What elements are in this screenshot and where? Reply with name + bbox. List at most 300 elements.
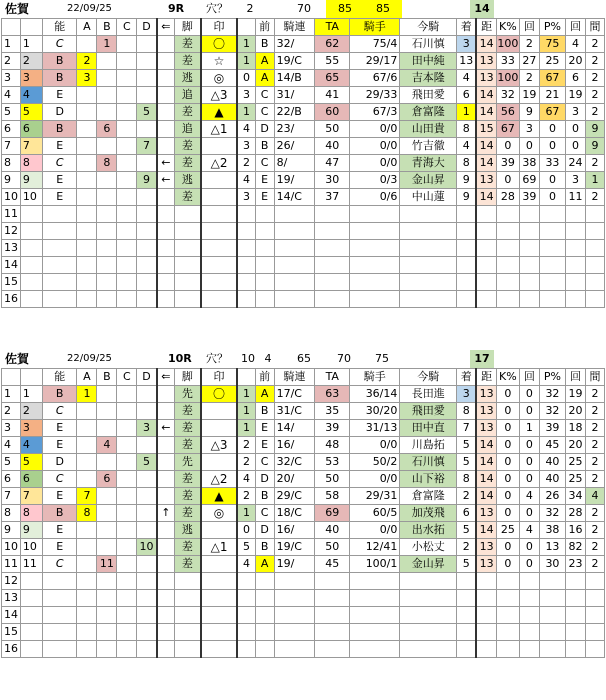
cell-arrow: ↑ xyxy=(157,505,175,522)
cell-mae: C xyxy=(255,454,274,471)
table-row[interactable] xyxy=(2,240,605,257)
ana-label: 穴？ xyxy=(206,2,228,15)
cell-kishu xyxy=(350,641,400,658)
cell-k-pct xyxy=(496,257,519,274)
cell-waku xyxy=(20,590,42,607)
table-row[interactable] xyxy=(2,274,605,291)
cell-kai2: 23 xyxy=(566,556,586,573)
cell-idx: 1 xyxy=(237,386,255,403)
cell-imaki xyxy=(400,291,457,308)
cell-kai2: 6 xyxy=(566,70,586,87)
cell-imaki xyxy=(400,641,457,658)
table-row[interactable] xyxy=(2,223,605,240)
cell-nou: C xyxy=(42,36,77,53)
cell-chaku: 3 xyxy=(457,386,477,403)
cell-col-c xyxy=(117,104,137,121)
cell-col-c xyxy=(117,36,137,53)
cell-arrow: ← xyxy=(157,155,175,172)
cell-arrow xyxy=(157,138,175,155)
table-row[interactable] xyxy=(2,189,605,206)
cell-kyori xyxy=(476,607,496,624)
table-row[interactable] xyxy=(2,36,605,53)
cell-kai: 0 xyxy=(519,437,539,454)
table-row[interactable] xyxy=(2,138,605,155)
cell-k-pct: 0 xyxy=(496,138,519,155)
cell-nou: C xyxy=(42,556,77,573)
cell-col-a xyxy=(77,189,97,206)
col-header-col-a: A xyxy=(77,19,97,36)
table-row[interactable] xyxy=(2,257,605,274)
table-row[interactable] xyxy=(2,87,605,104)
cell-col-b xyxy=(97,488,117,505)
col-header-idx xyxy=(237,369,255,386)
cell-kai2 xyxy=(566,257,586,274)
cell-col-d xyxy=(137,488,157,505)
table-row[interactable] xyxy=(2,172,605,189)
cell-col-b xyxy=(97,522,117,539)
cell-chaku: 5 xyxy=(457,437,477,454)
cell-chaku xyxy=(457,291,477,308)
cell-p-pct: 25 xyxy=(539,53,565,70)
cell-col-a xyxy=(77,172,97,189)
cell-col-d xyxy=(137,206,157,223)
col-header-kyaku: 脚 xyxy=(174,19,200,36)
cell-ta xyxy=(315,206,350,223)
table-row[interactable] xyxy=(2,437,605,454)
cell-arrow xyxy=(157,36,175,53)
cell-kai: 0 xyxy=(519,403,539,420)
cell-kan: 2 xyxy=(585,36,604,53)
cell-col-b xyxy=(97,138,117,155)
cell-col-c xyxy=(117,70,137,87)
table-row[interactable] xyxy=(2,522,605,539)
cell-kai: 39 xyxy=(519,189,539,206)
table-row[interactable] xyxy=(2,454,605,471)
cell-p-pct: 0 xyxy=(539,189,565,206)
cell-kiren xyxy=(274,274,315,291)
cell-nou: D xyxy=(42,454,77,471)
cell-waku: 2 xyxy=(20,53,42,70)
cell-k-pct: 32 xyxy=(496,87,519,104)
cell-kyaku: 逃 xyxy=(174,172,200,189)
cell-col-a xyxy=(77,420,97,437)
cell-nou: B xyxy=(42,505,77,522)
cell-kiren: 18/C xyxy=(274,505,315,522)
cell-col-d xyxy=(137,121,157,138)
cell-shirushi: ◎ xyxy=(201,70,238,87)
col-header-chaku: 着 xyxy=(457,19,477,36)
cell-umaban: 2 xyxy=(2,53,21,70)
cell-kyori xyxy=(476,624,496,641)
cell-kyaku xyxy=(174,274,200,291)
table-row[interactable] xyxy=(2,70,605,87)
table-row[interactable] xyxy=(2,206,605,223)
cell-umaban: 1 xyxy=(2,36,21,53)
cell-chaku: 3 xyxy=(457,36,477,53)
cell-kyori: 14 xyxy=(476,138,496,155)
cell-umaban: 15 xyxy=(2,274,21,291)
cell-kyaku: 差 xyxy=(174,488,200,505)
cell-arrow xyxy=(157,240,175,257)
cell-nou: B xyxy=(42,121,77,138)
cell-nou: E xyxy=(42,488,77,505)
cell-kai xyxy=(519,274,539,291)
cell-nou: E xyxy=(42,87,77,104)
cell-kishu xyxy=(350,206,400,223)
cell-shirushi xyxy=(201,641,238,658)
cell-kyori: 13 xyxy=(476,539,496,556)
table-row[interactable] xyxy=(2,121,605,138)
cell-kan: 2 xyxy=(585,539,604,556)
cell-nou: E xyxy=(42,189,77,206)
cell-kiren xyxy=(274,257,315,274)
cell-kishu: 29/17 xyxy=(350,53,400,70)
cell-p-pct xyxy=(539,624,565,641)
cell-kyaku: 差 xyxy=(174,104,200,121)
cell-col-a: 7 xyxy=(77,488,97,505)
cell-kan: 2 xyxy=(585,522,604,539)
cell-idx: 3 xyxy=(237,87,255,104)
table-row[interactable] xyxy=(2,104,605,121)
table-row[interactable] xyxy=(2,155,605,172)
cell-shirushi: 〇 xyxy=(201,386,238,403)
table-row[interactable] xyxy=(2,291,605,308)
cell-col-b xyxy=(97,403,117,420)
cell-kiren xyxy=(274,240,315,257)
col-header-shirushi: 印 xyxy=(201,19,238,36)
cell-shirushi: △2 xyxy=(201,155,238,172)
col-header-col-c: C xyxy=(117,369,137,386)
cell-kai2: 11 xyxy=(566,189,586,206)
cell-p-pct: 45 xyxy=(539,437,565,454)
cell-p-pct xyxy=(539,590,565,607)
cell-col-c xyxy=(117,488,137,505)
col-header-col-d: D xyxy=(137,369,157,386)
cell-mae: D xyxy=(255,471,274,488)
cell-kai xyxy=(519,641,539,658)
cell-waku: 4 xyxy=(20,87,42,104)
cell-kishu xyxy=(350,257,400,274)
cell-kyori: 14 xyxy=(476,437,496,454)
table-row[interactable] xyxy=(2,556,605,573)
cell-kai: 0 xyxy=(519,556,539,573)
cell-ta: 60 xyxy=(315,104,350,121)
cell-kai2 xyxy=(566,206,586,223)
cell-nou: B xyxy=(42,386,77,403)
col-header-arrow: ⇐ xyxy=(157,369,175,386)
cell-mae xyxy=(255,223,274,240)
cell-ta: 50 xyxy=(315,471,350,488)
cell-p-pct: 0 xyxy=(539,172,565,189)
cell-arrow xyxy=(157,291,175,308)
cell-kyori xyxy=(476,223,496,240)
table-row[interactable] xyxy=(2,53,605,70)
cell-kishu: 0/0 xyxy=(350,471,400,488)
cell-chaku: 8 xyxy=(457,403,477,420)
cell-kan: 9 xyxy=(585,138,604,155)
cell-mae: A xyxy=(255,386,274,403)
entries-table xyxy=(1,18,605,308)
cell-mae xyxy=(255,274,274,291)
cell-col-b xyxy=(97,257,117,274)
cell-mae: C xyxy=(255,104,274,121)
col-header-kai: 回 xyxy=(519,369,539,386)
table-row[interactable] xyxy=(2,488,605,505)
cell-k-pct: 0 xyxy=(496,488,519,505)
cell-col-a xyxy=(77,454,97,471)
table-row[interactable] xyxy=(2,471,605,488)
cell-k-pct xyxy=(496,641,519,658)
cell-col-a xyxy=(77,403,97,420)
cell-kai: 27 xyxy=(519,53,539,70)
cell-idx: 1 xyxy=(237,104,255,121)
cell-kan: 2 xyxy=(585,454,604,471)
cell-kyaku xyxy=(174,641,200,658)
cell-col-d xyxy=(137,223,157,240)
cell-umaban: 9 xyxy=(2,172,21,189)
cell-umaban: 14 xyxy=(2,607,21,624)
cell-imaki xyxy=(400,624,457,641)
cell-nou: B xyxy=(42,70,77,87)
cell-p-pct xyxy=(539,206,565,223)
cell-kishu: 50/2 xyxy=(350,454,400,471)
cell-p-pct: 30 xyxy=(539,556,565,573)
cell-waku xyxy=(20,291,42,308)
col-header-waku xyxy=(20,19,42,36)
cell-ta: 58 xyxy=(315,488,350,505)
cell-imaki: 金山昇 xyxy=(400,556,457,573)
cell-p-pct: 75 xyxy=(539,36,565,53)
race-header xyxy=(0,0,606,18)
cell-imaki xyxy=(400,206,457,223)
cell-chaku: 6 xyxy=(457,505,477,522)
cell-col-c xyxy=(117,172,137,189)
cell-col-d: 5 xyxy=(137,104,157,121)
cell-waku: 7 xyxy=(20,138,42,155)
cell-nou xyxy=(42,607,77,624)
cell-mae xyxy=(255,240,274,257)
cell-kai: 0 xyxy=(519,471,539,488)
cell-kan xyxy=(585,573,604,590)
cell-kan: 2 xyxy=(585,189,604,206)
cell-kyaku xyxy=(174,573,200,590)
cell-shirushi: △1 xyxy=(201,539,238,556)
cell-kishu xyxy=(350,291,400,308)
cell-col-c xyxy=(117,274,137,291)
cell-umaban: 7 xyxy=(2,138,21,155)
cell-ta: 50 xyxy=(315,121,350,138)
cell-imaki xyxy=(400,274,457,291)
cell-arrow xyxy=(157,573,175,590)
cell-kishu: 100/1 xyxy=(350,556,400,573)
col-header-kishu: 騎手 xyxy=(350,369,400,386)
table-row[interactable] xyxy=(2,641,605,658)
table-row[interactable] xyxy=(2,505,605,522)
cell-idx: 4 xyxy=(237,556,255,573)
cell-arrow xyxy=(157,539,175,556)
cell-col-d xyxy=(137,155,157,172)
cell-kan xyxy=(585,291,604,308)
cell-kan xyxy=(585,206,604,223)
cell-col-b xyxy=(97,454,117,471)
cell-kyori xyxy=(476,240,496,257)
cell-k-pct: 0 xyxy=(496,403,519,420)
cell-kyaku xyxy=(174,257,200,274)
table-row[interactable] xyxy=(2,573,605,590)
cell-col-c xyxy=(117,223,137,240)
cell-kai2: 20 xyxy=(566,53,586,70)
col-header-kai: 回 xyxy=(519,19,539,36)
table-row[interactable] xyxy=(2,539,605,556)
cell-col-d xyxy=(137,386,157,403)
cell-k-pct xyxy=(496,223,519,240)
cell-mae xyxy=(255,206,274,223)
cell-arrow xyxy=(157,53,175,70)
cell-ta: 45 xyxy=(315,556,350,573)
cell-mae: A xyxy=(255,70,274,87)
table-row[interactable] xyxy=(2,590,605,607)
cell-col-a xyxy=(77,36,97,53)
cell-chaku xyxy=(457,573,477,590)
cell-col-c xyxy=(117,607,137,624)
cell-col-a xyxy=(77,539,97,556)
cell-k-pct: 0 xyxy=(496,505,519,522)
cell-kyori: 13 xyxy=(476,403,496,420)
cell-umaban: 8 xyxy=(2,155,21,172)
col-header-mae: 前 xyxy=(255,369,274,386)
cell-kai xyxy=(519,223,539,240)
cell-col-c xyxy=(117,590,137,607)
cell-idx: 2 xyxy=(237,437,255,454)
cell-chaku: 8 xyxy=(457,121,477,138)
cell-waku: 5 xyxy=(20,104,42,121)
cell-mae: B xyxy=(255,539,274,556)
cell-umaban: 4 xyxy=(2,437,21,454)
cell-ta: 40 xyxy=(315,138,350,155)
cell-arrow xyxy=(157,206,175,223)
cell-shirushi xyxy=(201,172,238,189)
cell-nou: C xyxy=(42,155,77,172)
cell-k-pct: 67 xyxy=(496,121,519,138)
header-value-2: 70 xyxy=(297,2,311,15)
cell-imaki: 飛田愛 xyxy=(400,87,457,104)
cell-nou xyxy=(42,274,77,291)
cell-kishu: 75/4 xyxy=(350,36,400,53)
cell-kai2: 28 xyxy=(566,505,586,522)
cell-k-pct xyxy=(496,291,519,308)
cell-shirushi xyxy=(201,291,238,308)
cell-waku: 8 xyxy=(20,155,42,172)
header-value-4: 70 xyxy=(337,352,351,365)
cell-col-b xyxy=(97,607,117,624)
cell-kyori: 13 xyxy=(476,172,496,189)
table-row[interactable] xyxy=(2,624,605,641)
cell-col-c xyxy=(117,53,137,70)
cell-shirushi xyxy=(201,403,238,420)
cell-col-b xyxy=(97,539,117,556)
cell-umaban: 12 xyxy=(2,223,21,240)
cell-col-a: 3 xyxy=(77,70,97,87)
cell-kai2 xyxy=(566,624,586,641)
cell-shirushi: ▲ xyxy=(201,104,238,121)
cell-nou xyxy=(42,291,77,308)
cell-waku: 10 xyxy=(20,539,42,556)
cell-imaki: 金山昇 xyxy=(400,172,457,189)
cell-waku: 6 xyxy=(20,121,42,138)
cell-col-b xyxy=(97,386,117,403)
cell-shirushi: ▲ xyxy=(201,488,238,505)
col-header-col-c: C xyxy=(117,19,137,36)
cell-col-c xyxy=(117,624,137,641)
cell-imaki: 吉本隆 xyxy=(400,70,457,87)
cell-kiren: 31/C xyxy=(274,403,315,420)
cell-imaki: 青海大 xyxy=(400,155,457,172)
cell-chaku: 4 xyxy=(457,138,477,155)
cell-k-pct xyxy=(496,206,519,223)
cell-kai2: 19 xyxy=(566,87,586,104)
cell-kyori xyxy=(476,206,496,223)
entry-count: 14 xyxy=(470,0,494,18)
cell-waku: 10 xyxy=(20,189,42,206)
cell-arrow xyxy=(157,257,175,274)
cell-col-c xyxy=(117,420,137,437)
cell-waku: 7 xyxy=(20,488,42,505)
cell-k-pct: 0 xyxy=(496,471,519,488)
cell-kyaku: 先 xyxy=(174,454,200,471)
cell-arrow xyxy=(157,522,175,539)
table-row[interactable] xyxy=(2,386,605,403)
cell-col-a xyxy=(77,121,97,138)
cell-kai2: 0 xyxy=(566,138,586,155)
cell-mae: A xyxy=(255,556,274,573)
cell-ta xyxy=(315,624,350,641)
cell-shirushi: 〇 xyxy=(201,36,238,53)
cell-nou xyxy=(42,240,77,257)
cell-idx xyxy=(237,291,255,308)
cell-p-pct: 32 xyxy=(539,505,565,522)
race-number: 10R xyxy=(168,352,192,365)
table-row[interactable] xyxy=(2,607,605,624)
table-row[interactable] xyxy=(2,420,605,437)
cell-nou xyxy=(42,590,77,607)
cell-kai: 0 xyxy=(519,454,539,471)
cell-imaki: 倉富隆 xyxy=(400,488,457,505)
cell-col-b xyxy=(97,70,117,87)
cell-k-pct: 56 xyxy=(496,104,519,121)
table-row[interactable] xyxy=(2,403,605,420)
col-header-kyori: 距 xyxy=(476,369,496,386)
cell-col-c xyxy=(117,291,137,308)
col-header-shirushi: 印 xyxy=(201,369,238,386)
cell-col-b xyxy=(97,590,117,607)
date-label: 22/09/25 xyxy=(67,353,112,364)
cell-col-a xyxy=(77,437,97,454)
cell-kishu: 67/6 xyxy=(350,70,400,87)
cell-kiren: 8/ xyxy=(274,155,315,172)
cell-kiren: 17/C xyxy=(274,386,315,403)
cell-kyori: 14 xyxy=(476,189,496,206)
cell-col-a xyxy=(77,556,97,573)
cell-idx xyxy=(237,274,255,291)
cell-p-pct xyxy=(539,257,565,274)
cell-idx: 1 xyxy=(237,403,255,420)
cell-kishu: 30/20 xyxy=(350,403,400,420)
cell-ta xyxy=(315,641,350,658)
cell-k-pct: 0 xyxy=(496,172,519,189)
col-header-mae: 前 xyxy=(255,19,274,36)
cell-ta xyxy=(315,240,350,257)
cell-kyaku xyxy=(174,291,200,308)
